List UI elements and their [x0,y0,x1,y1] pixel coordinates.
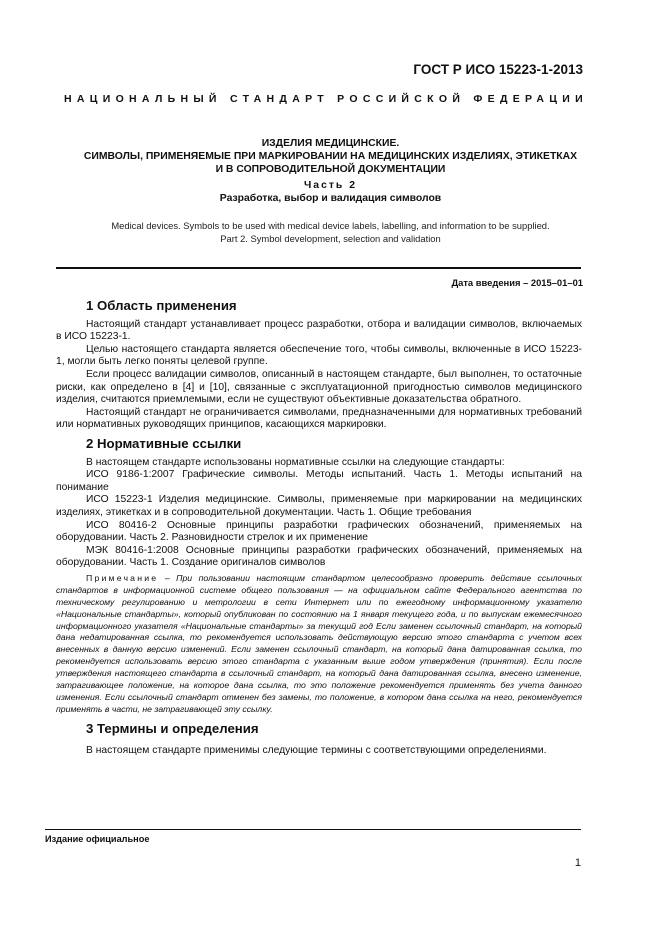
national-standard-heading: НАЦИОНАЛЬНЫЙ СТАНДАРТ РОССИЙСКОЙ ФЕДЕРАЦИИ [64,93,588,105]
title-block [40,138,621,206]
section-1-paragraph: Целью настоящего стандарта является обеспечение того, чтобы символы, включенные в ИСО 15223-1, могли быть легко поняты целевой группе. [56,343,582,368]
english-title-line-2: Part 2. Symbol development, selection and validation [220,232,441,244]
english-title [40,220,621,245]
reference-iso-15223: ИСО 15223-1 Изделия медицинские. Символы, применяемые при маркировании на медицинских изделиях, этикетках и в сопроводительной документации. Часть 1. Общие требования [56,494,582,518]
reference-iso-9186: ИСО 9186-1:2007 Графические символы. Методы испытаний. Часть 1. Методы испытаний на понимание [56,469,582,493]
reference-iso-80416-2: ИСО 80416-2 Основные принципы разработки графических обозначений, применяемых на оборудовании. Часть 2. Разновидности стрелок и их применение [56,519,582,544]
section-2-paragraph: В настоящем стандарте использованы нормативные ссылки на следующие стандарты: [86,456,505,468]
section-1-paragraph: Настоящий стандарт не ограничивается символами, предназначенными для нормативных требований или нормативных руководящих принципов, касающихся маркировки. [56,406,582,431]
title-line-2: СИМВОЛЫ, ПРИМЕНЯЕМЫЕ ПРИ МАРКИРОВАНИИ НА МЕДИЦИНСКИХ ИЗДЕЛИЯХ, ЭТИКЕТКАХ [83,150,578,162]
section-3-heading: 3 Термины и определения [86,720,259,736]
title-line-3: И В СОПРОВОДИТЕЛЬНОЙ ДОКУМЕНТАЦИИ [215,163,446,175]
official-edition-label: Издание официальное [45,834,150,844]
gost-number: ГОСТ Р ИСО 15223-1-2013 [413,62,583,77]
section-1-paragraph: Настоящий стандарт устанавливает процесс разработки, отбора и валидации символов, включаемых в ИСО 15223-1. [56,318,582,343]
subtitle: Разработка, выбор и валидация символов [219,193,442,205]
section-3-paragraph: В настоящем стандарте применимы следующие термины с соответствующими определениями. [86,745,547,757]
header-divider [56,267,581,269]
note-text: – При пользовании настоящим стандартом целесообразно проверить действие ссылочных стандартов в информационной системе общего пользования — на официальном сайте Федерального агентства по техническому регулированию и метрологии в сети Интернет или по ежегодному информационному указателю «Национальные стандарты», который опубликован по состоянию на 1 января текущего года, и по выпускам ежемесячного информационного указателя «Национальные стандарты» за текущий год Если заменен ссылочный стандарт, на который дана недатированная ссылка, то рекомендуется использовать действующую версию этого стандарта с учетом всех внесенных в данную версию изменений. Если заменен ссылочный стандарт, на который дана датированная ссылка, то рекомендуется использовать версию этого стандарта с указанным выше годом утверждения (принятия). Если после утверждения настоящего стандарта в ссылочный стандарт, на который дана датированная ссылка, внесено изменение, затрагивающее положение, на которое дана ссылка, то это положение рекомендуется применять без учета данного изменения. Если ссылочный стандарт отменен без замены, то положение, в котором дана ссылка на него, рекомендуется применять в части, не затрагивающей эту ссылку. [56,572,582,714]
english-title-line-1: Medical devices. Symbols to be used with medical device labels, labelling, and information to be supplied. [111,220,550,231]
title-line-1: ИЗДЕЛИЯ МЕДИЦИНСКИЕ. [261,138,400,149]
part-label: Часть 2 [303,180,357,192]
reference-iec-80416-1: МЭК 80416-1:2008 Основные принципы разработки графических обозначений, применяемых на оборудовании. Часть 1. Создание оригиналов символов [56,544,582,569]
note [56,573,582,716]
section-1-heading: 1 Область применения [86,298,237,313]
section-1-paragraph: Если процесс валидации символов, описанный в настоящем стандарте, был выполнен, то остаточные риски, как определено в [4] и [10], связанные с эксплуатационной пригодностью символов медицинского изделия, считаются приемлемыми, если не существуют объективные доказательства обратного. [56,368,582,406]
footer-divider [45,829,581,830]
section-2-heading: 2 Нормативные ссылки [86,435,242,451]
page-number: 1 [574,857,581,869]
note-label: Примечание [86,572,159,583]
document-body [56,296,582,758]
introduction-date: Дата введения – 2015–01–01 [451,277,583,288]
